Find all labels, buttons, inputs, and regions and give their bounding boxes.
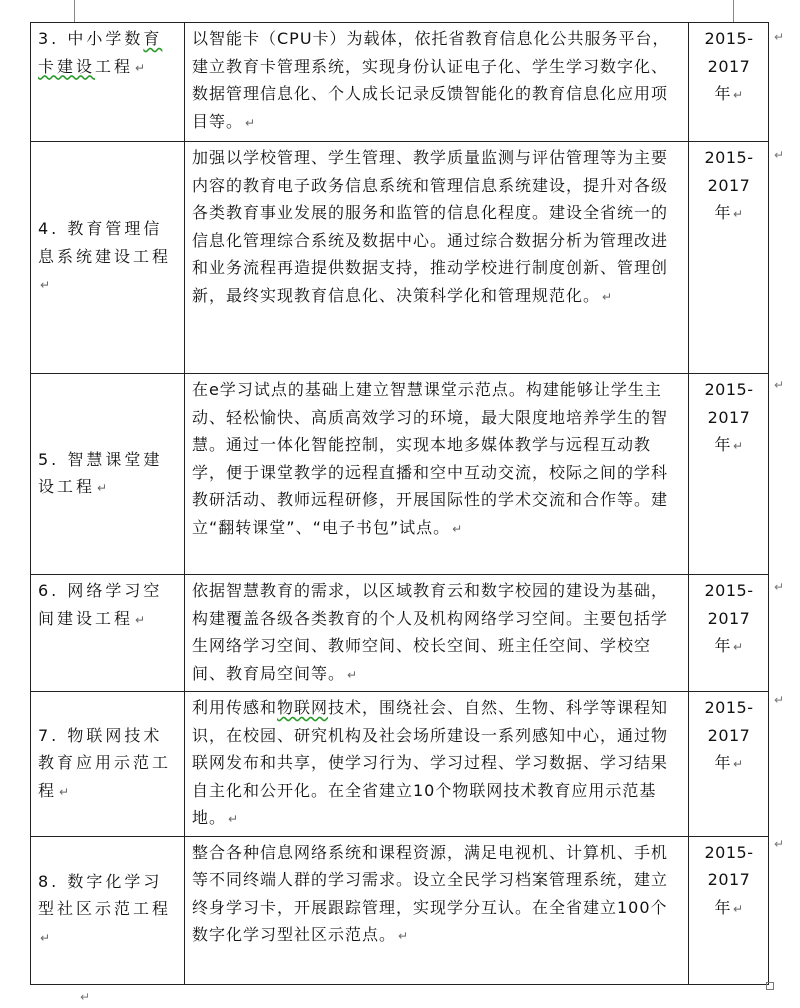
paragraph-mark-icon: ↵: [732, 439, 744, 453]
paragraph-mark-icon: ↵: [135, 60, 149, 75]
paragraph-mark-icon: ↵: [732, 901, 744, 916]
project-year-end: 2017: [707, 870, 751, 889]
paragraph-mark-icon: ↵: [732, 207, 744, 221]
project-year-unit: 年 ↵: [714, 84, 744, 103]
project-year-start: 2015-: [704, 842, 754, 862]
projects-table: [30, 22, 769, 985]
project-description: 加强以学校管理、学生管理、教学质量监测与评估管理等为主要内容的教育电子政务信息系统和管理信息系统建设，提升对各级各类教育事业发展的服务和监管的信息化程度。建设全省统一的信息化管理综合系统及数据中心。通过综合数据分析为管理改进和业务流程再造提供数据支持，推动学校进行制度创新、管理创新，最终实现教育信息化、决策科学化和管理规范化。: [192, 148, 669, 305]
project-year-start: 2015-: [704, 380, 754, 399]
paragraph-mark-icon: ↵: [398, 929, 410, 943]
project-year-start: 2015-: [704, 148, 754, 167]
table-resize-handle[interactable]: [766, 982, 774, 990]
project-year-unit: 年 ↵: [714, 636, 744, 655]
page-corner-mark-right: [733, 0, 734, 22]
project-description: 在e学习试点的基础上建立智慧课堂示范点。构建能够让学生主动、轻松愉快、高质高效学习的环境，最大限度地培养学生的智慧。通过一体化智能控制，实现本地多媒体教学与远程互动教学，便于课堂教学的远程直播和空中互动交流，校际之间的学科教研活动、教师远程研修，开展国际性的学术交流和合作等。建立“翻转课堂”、“电子书包”试点。: [192, 380, 669, 537]
project-name-cell[interactable]: [31, 692, 185, 837]
row-end-mark-icon: ↵: [774, 148, 785, 162]
row-end-mark-icon: ↵: [774, 580, 785, 594]
project-description: 利用传感和: [192, 698, 278, 717]
project-name: 3. 中小学数: [38, 29, 144, 48]
project-year-unit: 年 ↵: [714, 203, 744, 222]
project-year-start: 2015-: [704, 29, 754, 48]
project-description-tail: 技术，围绕社会、自然、生物、科学等课程知识，在校园、研究机构及社会场所建设一系列感知中心，通过物联网发布和共享，使学习行为、学习过程、学习数据、学习结果自主化和公开化。在全省建立10个物联网技术教育应用示范基地。: [192, 698, 669, 827]
project-description-cell[interactable]: [185, 692, 689, 837]
table-row: [31, 575, 769, 692]
project-name: 8. 数字化学习型社区示范工程: [38, 871, 172, 919]
project-name: 6. 网络学习空间建设工程: [38, 581, 163, 628]
project-period-cell[interactable]: [689, 374, 769, 575]
project-name: 5. 智慧课堂建设工程: [38, 449, 163, 496]
project-description: 以智能卡（CPU卡）为载体，依托省教育信息化公共服务平台，建立教育卡管理系统，实现身份认证电子化、学生学习数字化、数据管理信息化、个人成长记录反馈智能化的教育信息化应用项目等。: [192, 29, 670, 131]
project-description-cell[interactable]: [185, 374, 689, 575]
row-end-mark-icon: ↵: [774, 378, 785, 392]
row-end-mark-icon: ↵: [774, 693, 785, 707]
project-name-wavy: 育卡建设: [38, 29, 163, 76]
project-year-end: 2017: [707, 175, 751, 195]
project-name-cell[interactable]: [31, 575, 185, 692]
paragraph-mark-icon: ↵: [732, 640, 744, 654]
paragraph-mark-icon: ↵: [228, 812, 240, 826]
project-year-end: 2017: [707, 56, 751, 76]
project-name-cell[interactable]: [31, 836, 185, 984]
project-name-cell[interactable]: [31, 23, 185, 142]
paragraph-mark-icon: ↵: [135, 612, 149, 627]
paragraph-mark-icon: ↵: [97, 481, 111, 495]
paragraph-mark-icon: ↵: [732, 757, 744, 771]
project-period-cell[interactable]: [689, 692, 769, 837]
project-description-cell[interactable]: [185, 575, 689, 692]
project-description-cell[interactable]: [185, 836, 689, 984]
paragraph-mark-icon: ↵: [347, 667, 359, 682]
row-end-mark-icon: ↵: [774, 837, 785, 851]
paragraph-mark-icon: ↵: [452, 521, 464, 536]
project-year-unit: 年 ↵: [714, 435, 744, 454]
project-description-cell[interactable]: [185, 23, 689, 142]
project-year-unit: 年 ↵: [714, 753, 744, 772]
project-description: 整合各种信息网络系统和课程资源，满足电视机、计算机、手机等不同终端人群的学习需求。设立全民学习档案管理系统，建立终身学习卡，开展跟踪管理，实现学分互认。在全省建立100个数字化学习型社区示范点。: [192, 842, 669, 944]
project-period-cell[interactable]: [689, 23, 769, 142]
project-name-tail: 工程: [95, 56, 134, 76]
project-year-end: 2017: [707, 725, 751, 745]
project-period-cell[interactable]: [689, 836, 769, 984]
project-description: 依据智慧教育的需求，以区域教育云和数字校园的建设为基础，构建覆盖各级各类教育的个人及机构网络学习空间。主要包括学生网络学习空间、教师空间、校长空间、班主任空间、学校空间、教育局空间等。: [192, 581, 669, 683]
table-row: [31, 142, 769, 374]
project-description-wavy: 物联网: [277, 698, 329, 717]
paragraph-mark-icon: ↵: [40, 278, 54, 293]
project-name: 4. 教育管理信息系统建设工程: [38, 219, 172, 266]
project-year-start: 2015-: [704, 581, 754, 600]
project-year-end: 2017: [707, 407, 751, 427]
project-name-cell[interactable]: [31, 142, 185, 374]
project-year-end: 2017: [707, 608, 751, 628]
table-row: [31, 692, 769, 837]
paragraph-mark-icon: ↵: [59, 784, 73, 799]
table-row: [31, 374, 769, 575]
row-end-mark-icon: ↵: [774, 30, 785, 44]
project-period-cell[interactable]: [689, 142, 769, 374]
document-end-mark-icon: ↵: [80, 990, 91, 1004]
table-row: [31, 836, 769, 984]
paragraph-mark-icon: ↵: [732, 88, 744, 102]
page-corner-mark-left: [74, 0, 75, 22]
project-name-cell[interactable]: [31, 374, 185, 575]
project-year-unit: 年 ↵: [714, 897, 744, 917]
table-row: [31, 23, 769, 142]
project-period-cell[interactable]: [689, 575, 769, 692]
paragraph-mark-icon: ↵: [602, 289, 614, 304]
paragraph-mark-icon: ↵: [245, 115, 257, 130]
project-year-start: 2015-: [704, 698, 754, 717]
project-description-cell[interactable]: [185, 142, 689, 374]
paragraph-mark-icon: ↵: [40, 930, 54, 945]
project-name: 7. 物联网技术教育应用示范工程: [38, 725, 172, 800]
